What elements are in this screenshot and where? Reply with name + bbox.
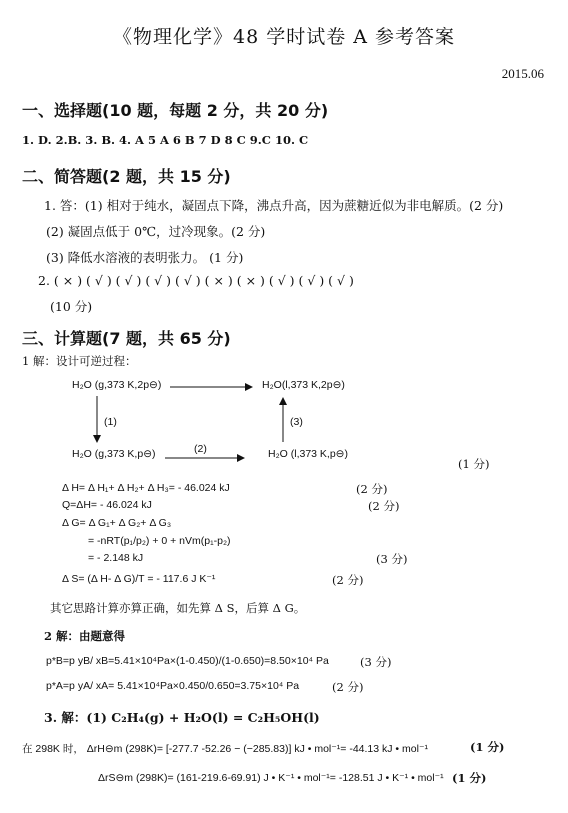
judgement-score: (10 分) — [50, 299, 93, 314]
state-bottom-left: H₂O (g,373 K,p⊖) — [72, 448, 156, 460]
section-1-heading: 一、选择题(10 题，每题 2 分，共 20 分) — [22, 101, 329, 120]
q2-line-1-score: (3 分) — [360, 655, 392, 669]
q1-note: 其它思路计算亦算正确，如先算 Δ S，后算 Δ G。 — [50, 601, 306, 615]
step-3-label: (3) — [290, 416, 303, 428]
q1-line-1-score: (2 分) — [356, 482, 388, 496]
q1-line-5-score: (3 分) — [376, 552, 408, 566]
q1-line-4: = -nRT(p₁/p₂) + 0 + nVm(p₁-p₂) — [88, 535, 231, 547]
q1-line-2: Q=ΔH= - 46.024 kJ — [62, 499, 152, 511]
q3-line-1-score: (1 分) — [470, 740, 505, 754]
q2-line-2-score: (2 分) — [332, 680, 364, 694]
state-top-left: H₂O (g,373 K,2p⊖) — [72, 379, 162, 391]
short-answer-1-line-1: 1. 答：(1) 相对于纯水，凝固点下降，沸点升高，因为蔗糖近似为非电解质。(2 分) — [44, 198, 504, 213]
exam-date: 2015.06 — [501, 66, 544, 81]
short-answer-1-line-2: (2) 凝固点低于 0℃，过冷现象。(2 分) — [46, 224, 266, 239]
q2-intro: 2 解：由题意得 — [44, 629, 126, 643]
q3-line-2-score: (1 分) — [452, 771, 487, 785]
q1-line-5: = - 2.148 kJ — [88, 552, 144, 564]
judgement-answers: 2. ( × ) ( √ ) ( √ ) ( √ ) ( √ ) ( × ) ( × ) ( √ ) ( √ ) ( √ ) — [38, 273, 354, 288]
q1-intro: 1 解：设计可逆过程： — [22, 354, 137, 368]
page-title: 《物理化学》48 学时试卷 A 参考答案 — [112, 26, 456, 48]
q3-line-2: ΔrS⊖m (298K)= (161-219.6-69.91) J • K⁻¹ • mol⁻¹= -128.51 J • K⁻¹ • mol⁻¹ — [98, 772, 444, 784]
section-2-heading: 二、简答题(2 题，共 15 分) — [22, 167, 231, 186]
q1-line-2-score: (2 分) — [368, 499, 400, 513]
short-answer-1-line-3: (3) 降低水溶液的表明张力。 (1 分) — [46, 250, 244, 265]
q2-line-2: p*A=p yA/ xA= 5.41×10⁴Pa×0.450/0.650=3.75×10⁴ Pa — [46, 680, 300, 692]
q1-line-3: Δ G= Δ G₁+ Δ G₂+ Δ G₃ — [62, 517, 172, 529]
step-2-label: (2) — [194, 443, 207, 455]
q1-line-6-score: (2 分) — [332, 573, 364, 587]
step-1-label: (1) — [104, 416, 117, 428]
path-score: (1 分) — [458, 457, 490, 471]
state-bottom-right: H₂O (l,373 K,p⊖) — [268, 448, 348, 460]
q1-line-6: Δ S= (Δ H- Δ G)/T = - 117.6 J K⁻¹ — [62, 573, 216, 585]
choice-answers: 1. D. 2.B. 3. B. 4. A 5 A 6 B 7 D 8 C 9.C 10. C — [22, 133, 309, 147]
q3-line-1: 在 298K 时， ΔrH⊖m (298K)= [-277.7 -52.26 − (−285.83)] kJ • mol⁻¹= -44.13 kJ • mol⁻¹ — [22, 743, 428, 755]
q2-line-1: p*B=p yB/ xB=5.41×10⁴Pa×(1-0.450)/(1-0.650)=8.50×10⁴ Pa — [46, 655, 329, 667]
q1-line-1: Δ H= Δ H₁+ Δ H₂+ Δ H₃= - 46.024 kJ — [62, 482, 230, 494]
section-3-heading: 三、计算题(7 题，共 65 分) — [22, 329, 231, 348]
state-top-right: H₂O(l,373 K,2p⊖) — [262, 379, 345, 391]
q3-intro: 3. 解：(1) C₂H₄(g) + H₂O(l) = C₂H₅OH(l) — [44, 710, 320, 725]
